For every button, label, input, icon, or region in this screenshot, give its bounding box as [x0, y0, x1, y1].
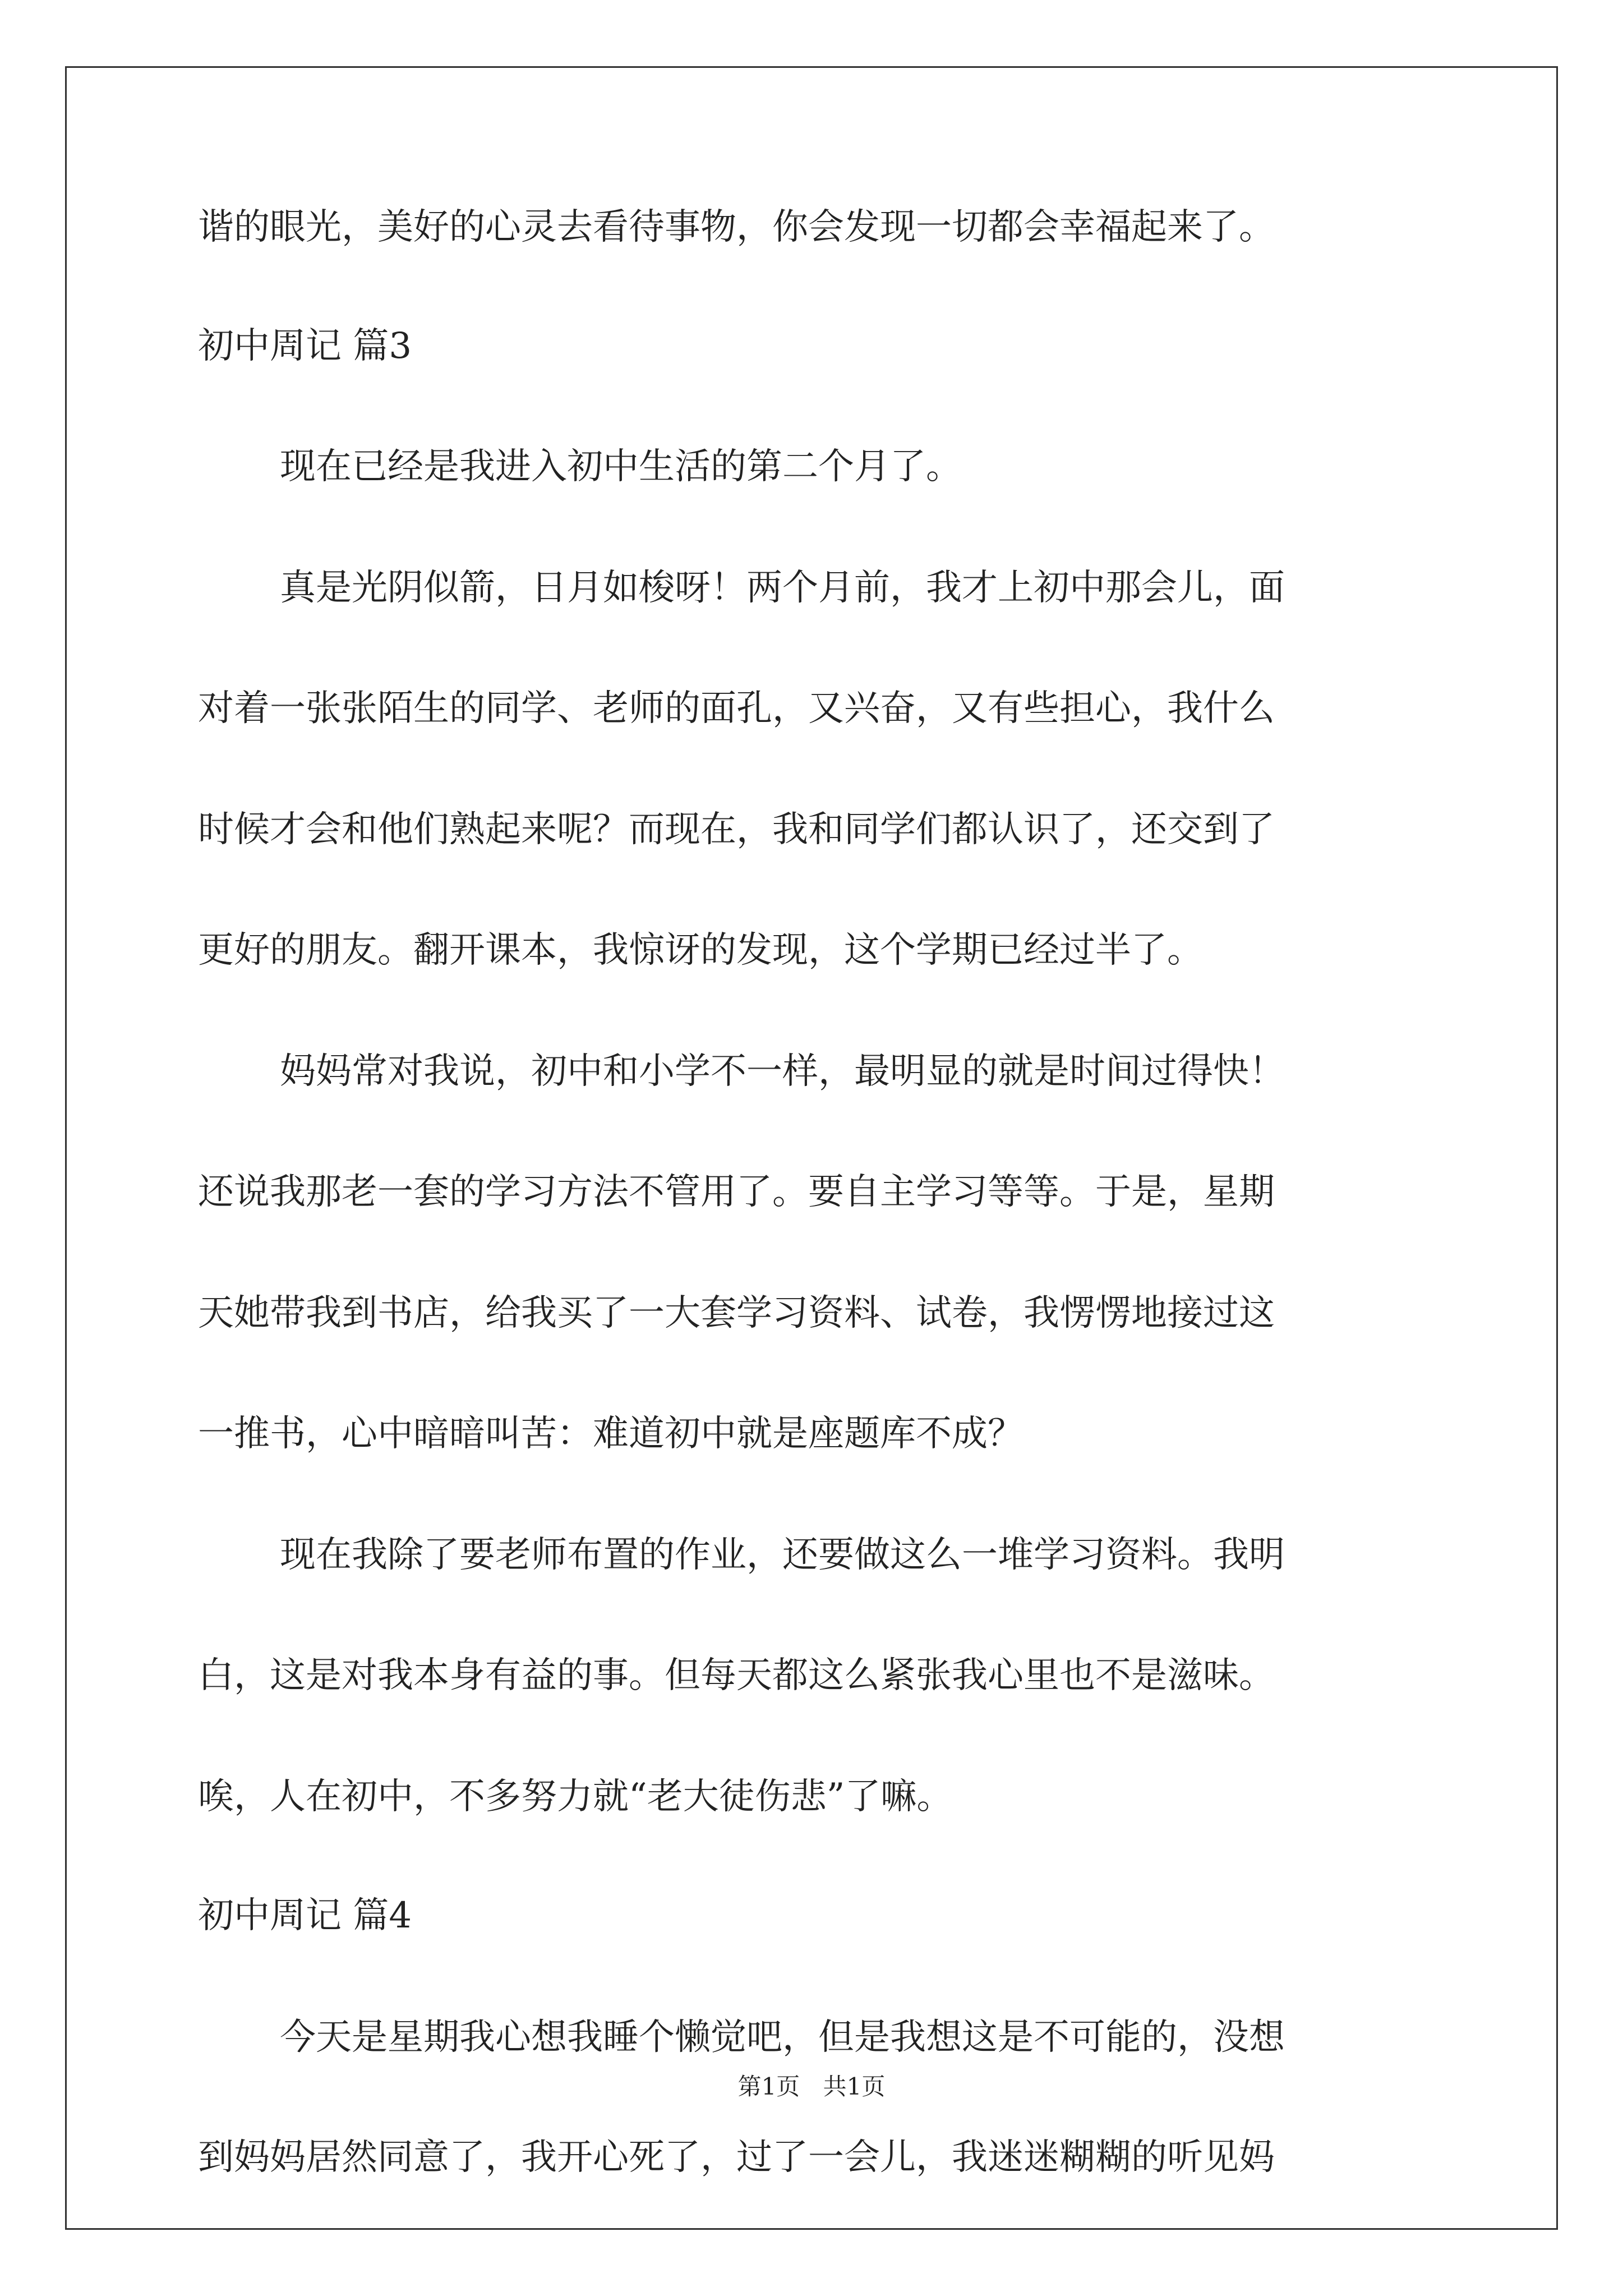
paragraph-line: 天她带我到书店，给我买了一大套学习资料、试卷，我愣愣地接过这: [198, 1292, 1275, 1334]
page-footer: [0, 2070, 1623, 2104]
paragraph-line: 到妈妈居然同意了，我开心死了，过了一会儿，我迷迷糊糊的听见妈: [198, 2137, 1275, 2178]
section-heading: 初中周记 篇4: [198, 1895, 412, 1936]
paragraph-line: 谐的眼光，美好的心灵去看待事物，你会发现一切都会幸福起来了。: [198, 206, 1275, 248]
paragraph-line: 时候才会和他们熟起来呢？而现在，我和同学们都认识了，还交到了: [198, 809, 1275, 850]
paragraph-line: 今天是星期我心想我睡个懒觉吧，但是我想这是不可能的，没想: [280, 2017, 1285, 2058]
paragraph-line: 现在已经是我进入初中生活的第二个月了。: [280, 446, 962, 487]
paragraph-line: 白，这是对我本身有益的事。但每天都这么紧张我心里也不是滋味。: [198, 1655, 1275, 1696]
section-heading: 初中周记 篇3: [198, 325, 412, 367]
paragraph-line: 更好的朋友。翻开课本，我惊讶的发现，这个学期已经过半了。: [198, 930, 1203, 971]
paragraph-line: 现在我除了要老师布置的作业，还要做这么一堆学习资料。我明: [280, 1534, 1285, 1576]
paragraph-line: 对着一张张陌生的同学、老师的面孔，又兴奋，又有些担心，我什么: [198, 688, 1275, 729]
paragraph-line: 真是光阴似箭，日月如梭呀！两个月前，我才上初中那会儿，面: [280, 567, 1285, 609]
paragraph-line: 一推书，心中暗暗叫苦：难道初中就是座题库不成？: [198, 1413, 1023, 1455]
page-number-current: 第1页: [737, 2073, 800, 2100]
page-number-total: 共1页: [823, 2073, 886, 2100]
paragraph-line: 还说我那老一套的学习方法不管用了。要自主学习等等。于是，星期: [198, 1171, 1275, 1213]
paragraph-line: 妈妈常对我说，初中和小学不一样，最明显的就是时间过得快！: [280, 1051, 1285, 1092]
paragraph-line: 唉，人在初中，不多努力就“老大徒伤悲”了嘛。: [198, 1776, 953, 1818]
